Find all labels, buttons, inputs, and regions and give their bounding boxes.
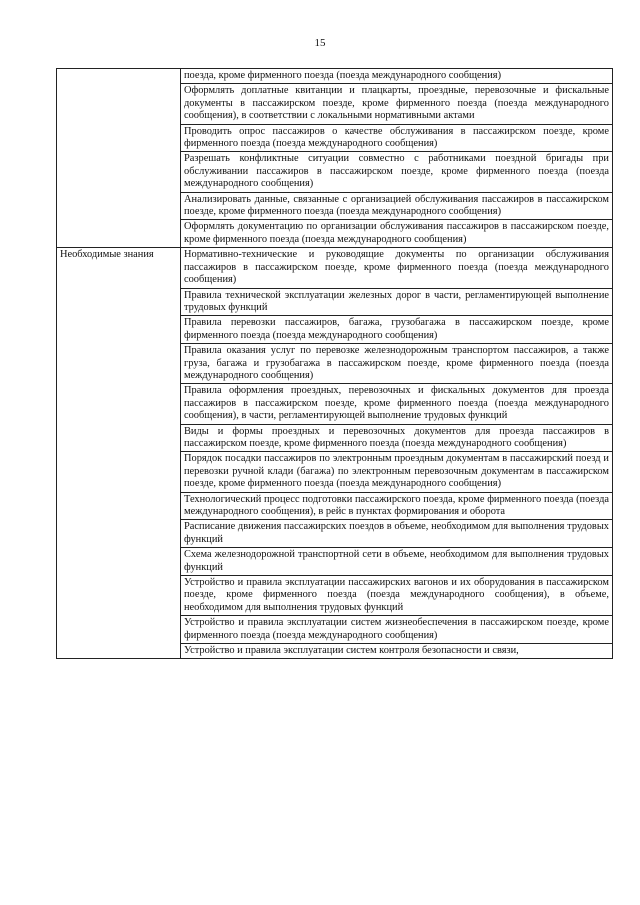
row-text: Правила технической эксплуатации железных дорог в части, регламентирующей выполнение трудовых функций	[181, 288, 613, 316]
row-group-label	[57, 69, 181, 248]
row-group-label: Необходимые знания	[57, 248, 181, 659]
row-text: Устройство и правила эксплуатации систем жизнеобеспечения в пассажирском поезде, кроме фирменного поезда (поезда международного сообщения)	[181, 616, 613, 644]
row-text: Нормативно-технические и руководящие документы по организации обслуживания пассажиров в пассажирском поезде, кроме фирменного поезда (поезда международного сообщения)	[181, 248, 613, 288]
table-row	[57, 248, 613, 288]
row-text: Правила перевозки пассажиров, багажа, грузобагажа в пассажирском поезде, кроме фирменного поезда (поезда международного сообщения)	[181, 316, 613, 344]
page-number: 15	[314, 37, 326, 49]
row-text: Оформлять документацию по организации обслуживания пассажиров в пассажирском поезде, кроме фирменного поезда (поезда международного сообщения)	[181, 220, 613, 248]
table-row	[57, 69, 613, 84]
row-text: Технологический процесс подготовки пассажирского поезда, кроме фирменного поезда (поезда международного сообщения), в рейс в пунктах формирования и оборота	[181, 492, 613, 520]
row-text: Оформлять доплатные квитанции и плацкарты, проездные, перевозочные и фискальные документы в пассажирском поезде, кроме фирменного поезда (поезда международного сообщения), в соответствии с локальными нормативными актами	[181, 84, 613, 124]
row-text: Расписание движения пассажирских поездов в объеме, необходимом для выполнения трудовых функций	[181, 520, 613, 548]
competency-table	[56, 68, 613, 659]
row-text: Анализировать данные, связанные с организацией обслуживания пассажиров в пассажирском поезде, кроме фирменного поезда (поезда международного сообщения)	[181, 192, 613, 220]
row-text: Разрешать конфликтные ситуации совместно с работниками поездной бригады при обслуживании пассажиров в пассажирском поезде, кроме фирменного поезда (поезда международного сообщения)	[181, 152, 613, 192]
row-text: Устройство и правила эксплуатации систем контроля безопасности и связи,	[181, 644, 613, 659]
row-text: Порядок посадки пассажиров по электронным проездным документам в пассажирский поезд и перевозки ручной клади (багажа) по электронным перевозочным документам в пассажирском поезде, кроме фирменного поезда (поезда международного сообщения)	[181, 452, 613, 492]
row-text: Правила оформления проездных, перевозочных и фискальных документов для проезда пассажиров в пассажирском поезде, кроме фирменного поезда (поезда международного сообщения), в части, регламентирующей выполнение трудовых функций	[181, 384, 613, 424]
row-text: Схема железнодорожной транспортной сети в объеме, необходимом для выполнения трудовых функций	[181, 548, 613, 576]
row-text: Правила оказания услуг по перевозке железнодорожным транспортом пассажиров, а также груза, багажа и грузобагажа в пассажирском поезде, кроме фирменного поезда (поезда международного сообщения)	[181, 344, 613, 384]
row-text: поезда, кроме фирменного поезда (поезда международного сообщения)	[181, 69, 613, 84]
row-text: Виды и формы проездных и перевозочных документов для проезда пассажиров в пассажирском поезде, кроме фирменного поезда (поезда международного сообщения)	[181, 424, 613, 452]
row-text: Проводить опрос пассажиров о качестве обслуживания в пассажирском поезде, кроме фирменного поезда (поезда международного сообщения)	[181, 124, 613, 152]
row-text: Устройство и правила эксплуатации пассажирских вагонов и их оборудования в пассажирском поезде, кроме фирменного поезда (поезда международного сообщения), в объеме, необходимом для выполнения трудовых функций	[181, 576, 613, 616]
